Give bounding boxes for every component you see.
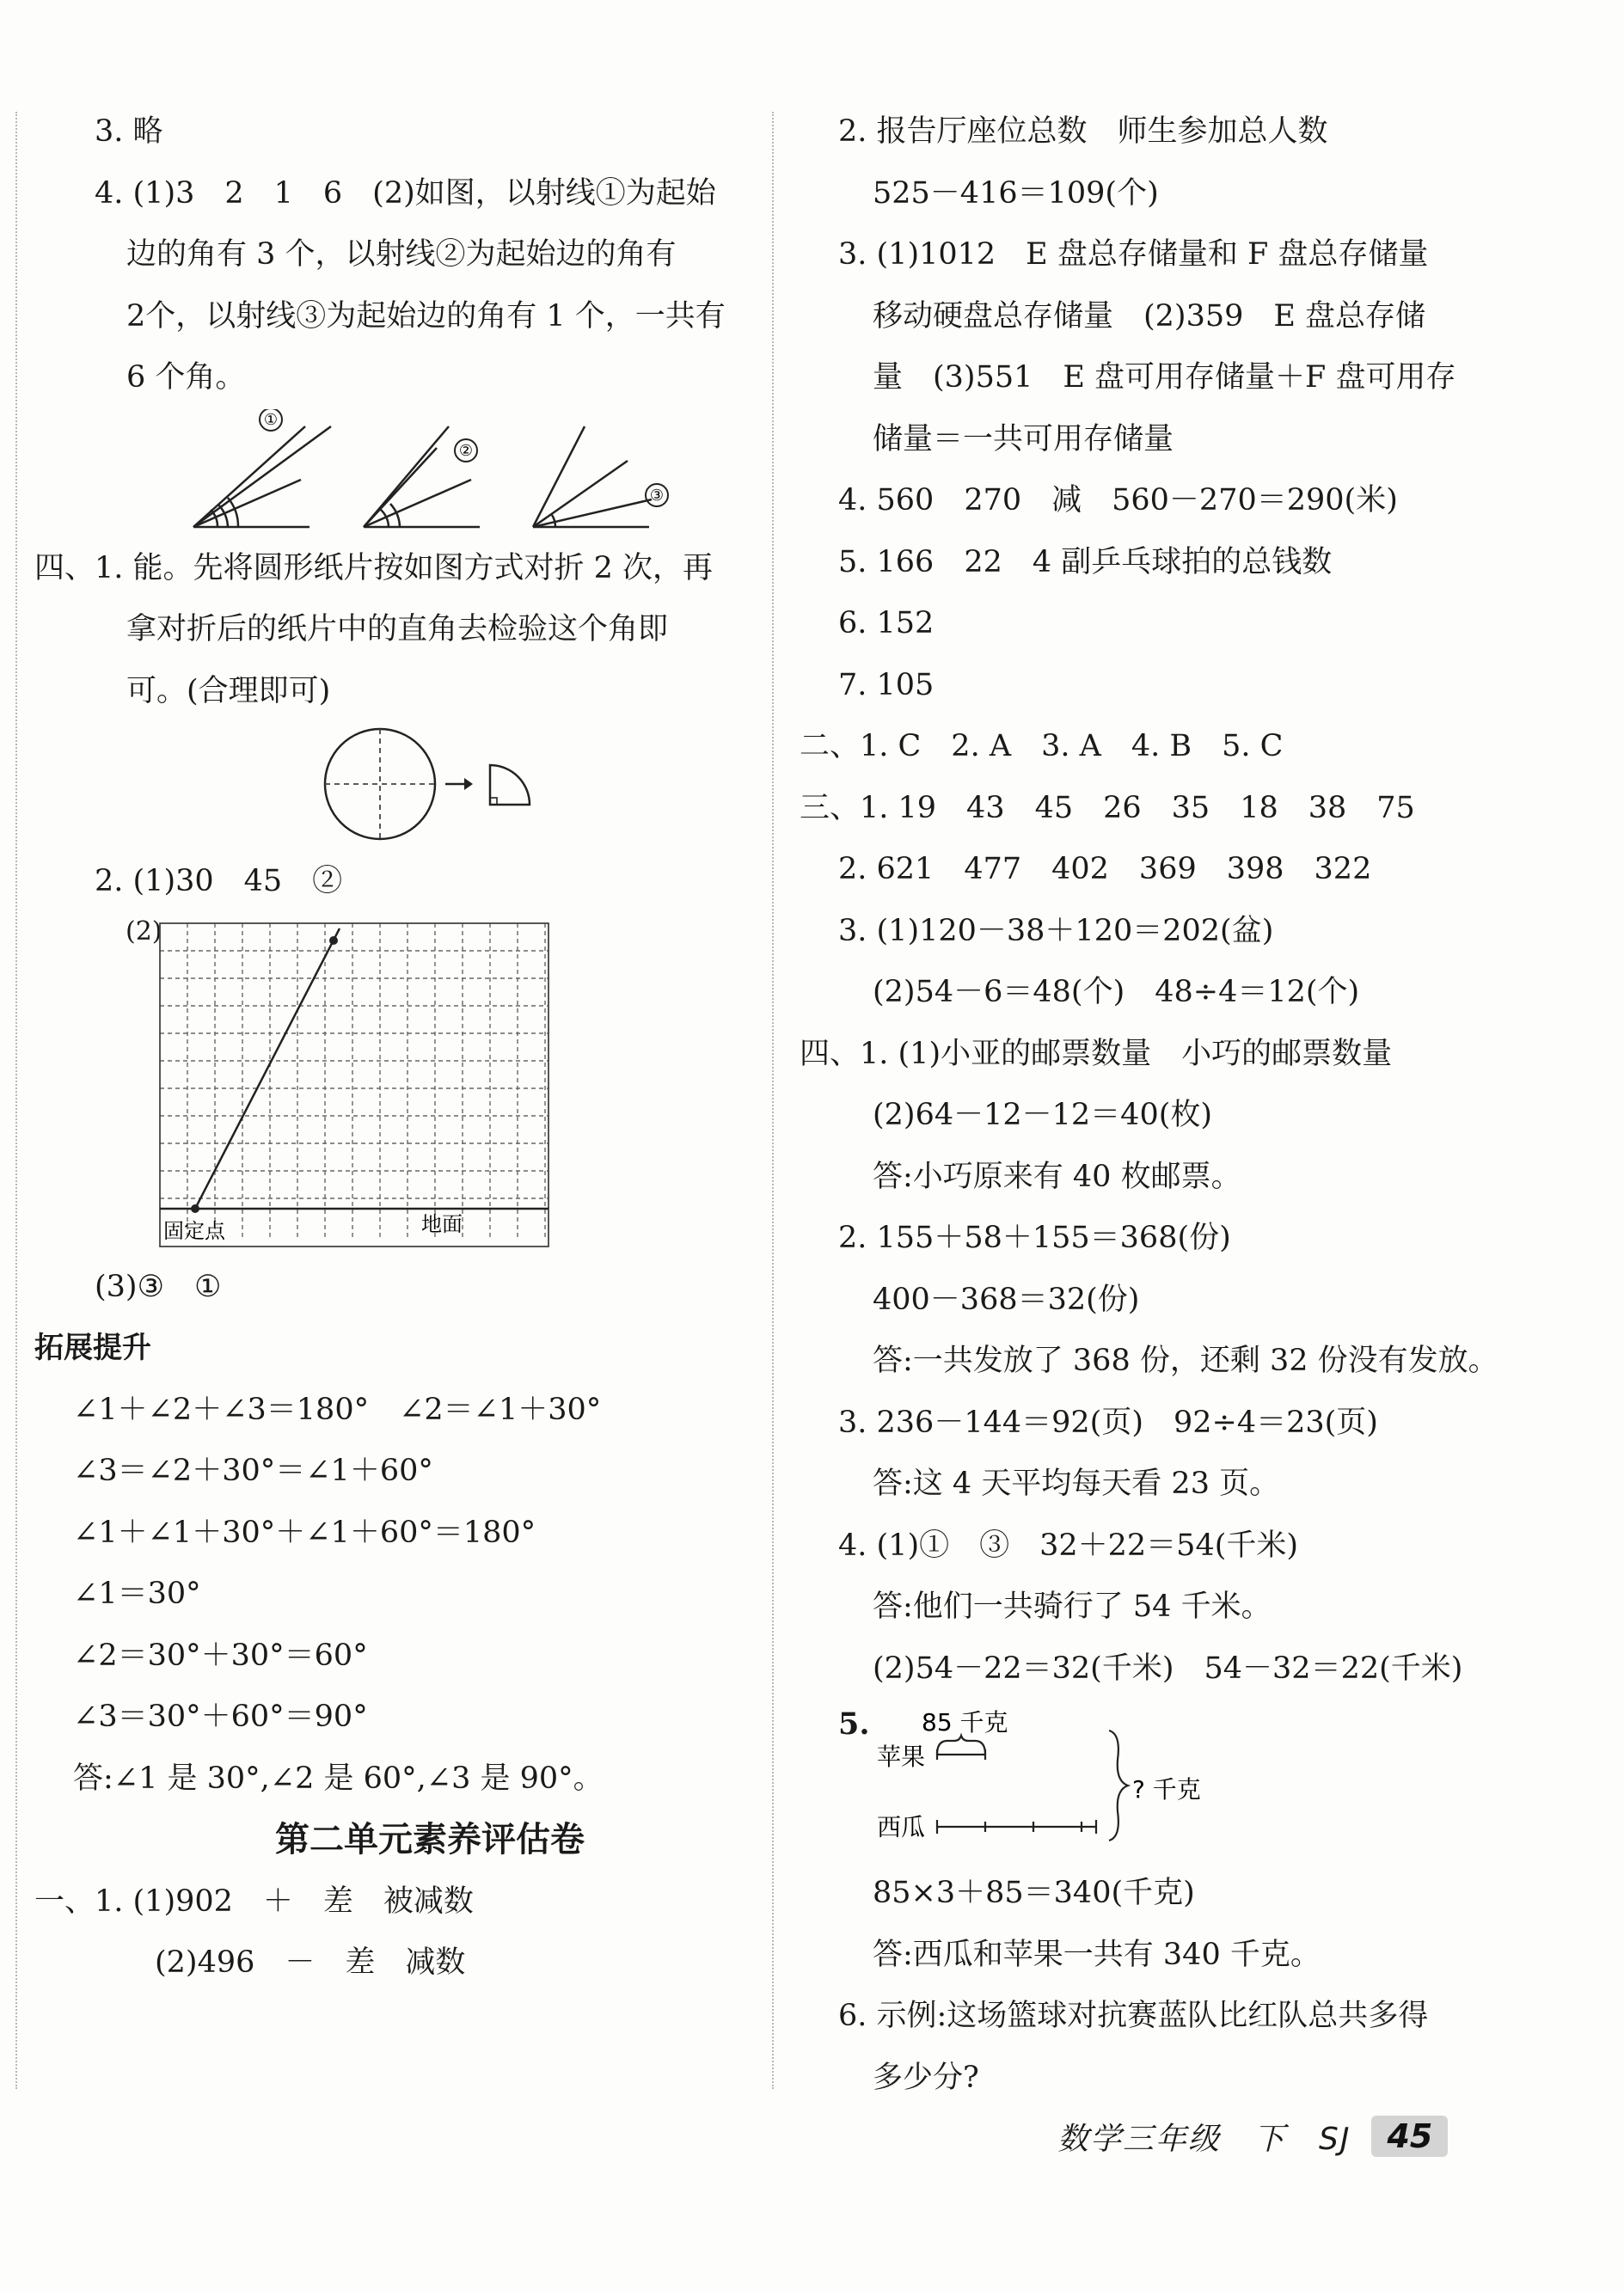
- r-section-4-6: 6. 示例:这场篮球对抗赛蓝队比红队总共多得: [838, 1999, 1429, 2033]
- diagram-question-label: ? 千克: [1132, 1775, 1201, 1804]
- right-column: [800, 101, 1599, 2109]
- page-number: 45: [1371, 2116, 1448, 2157]
- circle-fold-figure: [34, 722, 757, 851]
- r-answer-6: 6. 152: [838, 606, 935, 640]
- grid-ground-label: 地面: [421, 1211, 463, 1236]
- column-divider: [772, 112, 774, 2089]
- r-section-4-4-part2: (2)54－22＝32(千米) 54－32＝22(千米): [873, 1651, 1463, 1686]
- r-answer-3-line4: 储量＝一共可用存储量: [873, 421, 1174, 456]
- answer-4-line4: 6 个角。: [126, 360, 246, 395]
- extension-line-6: ∠3＝30°＋60°＝90°: [73, 1700, 368, 1734]
- r-section-4-5-number: 5.: [838, 1706, 870, 1742]
- r-answer-3-line3: 量 (3)551 E 盘可用存储量＋F 盘可用存: [873, 360, 1456, 395]
- r-answer-3-line2: 移动硬盘总存储量 (2)359 E 盘总存储: [873, 298, 1426, 334]
- ray-label-1: ①: [263, 410, 279, 429]
- section-4-answer-1-line1: 四、1. 能。先将圆形纸片按如图方式对折 2 次，再: [34, 550, 714, 585]
- grid-figure: [34, 913, 757, 1257]
- r-section-4-2-answer: 答:一共发放了 368 份，还剩 32 份没有发放。: [873, 1344, 1498, 1378]
- unit-2-title: 第二单元素养评估卷: [275, 1820, 585, 1859]
- circle-fold-diagram: [34, 722, 757, 851]
- unit-2-answer-1-1: 一、1. (1)902 ＋ 差 被减数: [34, 1884, 474, 1919]
- line-segment-diagram: [800, 1700, 1599, 1863]
- answer-4-line2: 边的角有 3 个，以射线②为起始边的角有: [126, 237, 677, 272]
- extension-answer: 答:∠1 是 30°,∠2 是 60°,∠3 是 90°。: [73, 1761, 604, 1796]
- r-section-3-3b: (2)54－6＝48(个) 48÷4＝12(个): [873, 975, 1360, 1009]
- footer-book-title: 数学三年级 下 SJ: [1057, 2121, 1351, 2157]
- angle-figures: [34, 409, 757, 538]
- r-answer-7: 7. 105: [838, 667, 935, 702]
- r-section-3-2: 2. 621 477 402 369 398 322: [838, 852, 1372, 886]
- r-answer-3-line1: 3. (1)1012 E 盘总存储量和 F 盘总存储量: [838, 237, 1429, 272]
- grid-fixed-point-label: 固定点: [163, 1218, 225, 1243]
- extension-line-5: ∠2＝30°＋30°＝60°: [73, 1638, 368, 1673]
- section-4-answer-1-line3: 可。(合理即可): [126, 673, 331, 708]
- r-section-4-3-answer: 答:这 4 天平均每天看 23 页。: [873, 1467, 1280, 1501]
- page-footer: [1057, 2110, 1448, 2162]
- extension-heading: 拓展提升: [34, 1331, 151, 1365]
- r-section-3-1: 三、1. 19 43 45 26 35 18 38 75: [800, 790, 1415, 825]
- r-section-4-3: 3. 236－144＝92(页) 92÷4＝23(页): [838, 1405, 1378, 1440]
- ray-label-3: ③: [649, 486, 665, 505]
- r-answer-2: 2. 报告厅座位总数 师生参加总人数: [838, 114, 1328, 149]
- extension-line-3: ∠1＋∠1＋30°＋∠1＋60°＝180°: [73, 1515, 536, 1550]
- extension-line-1: ∠1＋∠2＋∠3＝180° ∠2＝∠1＋30°: [73, 1392, 602, 1427]
- weight-diagram: [800, 1700, 1599, 1863]
- angle-diagram: [34, 409, 757, 538]
- section-4-answer-2: 2. (1)30 45 ②: [95, 864, 343, 898]
- grid-diagram: [34, 913, 757, 1257]
- diagram-top-label: 85 千克: [922, 1708, 1008, 1737]
- r-section-4-2: 2. 155＋58＋155＝368(份): [838, 1221, 1231, 1255]
- r-section-4-4: 4. (1)① ③ 32＋22＝54(千米): [838, 1528, 1299, 1563]
- r-answer-4: 4. 560 270 减 560－270＝290(米): [838, 483, 1398, 518]
- r-section-4-5-calc: 85×3＋85＝340(千克): [873, 1876, 1195, 1910]
- left-margin-rule: [15, 112, 17, 2089]
- left-column: [34, 101, 757, 1994]
- grid-part-label: (2): [126, 916, 162, 946]
- answer-4-line1: 4. (1)3 2 1 6 (2)如图，以射线①为起始: [95, 175, 716, 211]
- r-answer-2-calc: 525－416＝109(个): [873, 175, 1159, 211]
- answer-4-line3: 2个，以射线③为起始边的角有 1 个，一共有: [126, 298, 726, 334]
- r-section-4-1-calc: (2)64－12－12＝40(枚): [873, 1098, 1213, 1132]
- r-section-2: 二、1. C 2. A 3. A 4. B 5. C: [800, 729, 1284, 763]
- diagram-watermelon-label: 西瓜: [877, 1813, 926, 1841]
- r-section-4-5-answer: 答:西瓜和苹果一共有 340 千克。: [873, 1937, 1321, 1972]
- r-section-4-1-answer: 答:小巧原来有 40 枚邮票。: [873, 1159, 1241, 1194]
- unit-2-answer-1-2: (2)496 － 差 减数: [155, 1945, 466, 1980]
- ray-label-2: ②: [458, 441, 474, 460]
- extension-line-4: ∠1＝30°: [73, 1577, 201, 1611]
- r-section-4-6b: 多少分?: [873, 2060, 979, 2095]
- diagram-apple-label: 苹果: [877, 1743, 926, 1771]
- r-answer-5: 5. 166 22 4 副乒乓球拍的总钱数: [838, 544, 1333, 579]
- r-section-4-1: 四、1. (1)小亚的邮票数量 小巧的邮票数量: [800, 1036, 1393, 1071]
- r-section-4-4-answer: 答:他们一共骑行了 54 千米。: [873, 1590, 1272, 1624]
- r-section-4-2-calc: 400－368＝32(份): [873, 1282, 1140, 1317]
- section-4-answer-2-part3: (3)③ ①: [95, 1269, 222, 1304]
- section-4-answer-1-line2: 拿对折后的纸片中的直角去检验这个角即: [126, 612, 669, 646]
- r-section-3-3: 3. (1)120－38＋120＝202(盆): [838, 913, 1274, 948]
- answer-3: 3. 略: [95, 114, 163, 149]
- extension-line-2: ∠3＝∠2＋30°＝∠1＋60°: [73, 1454, 433, 1488]
